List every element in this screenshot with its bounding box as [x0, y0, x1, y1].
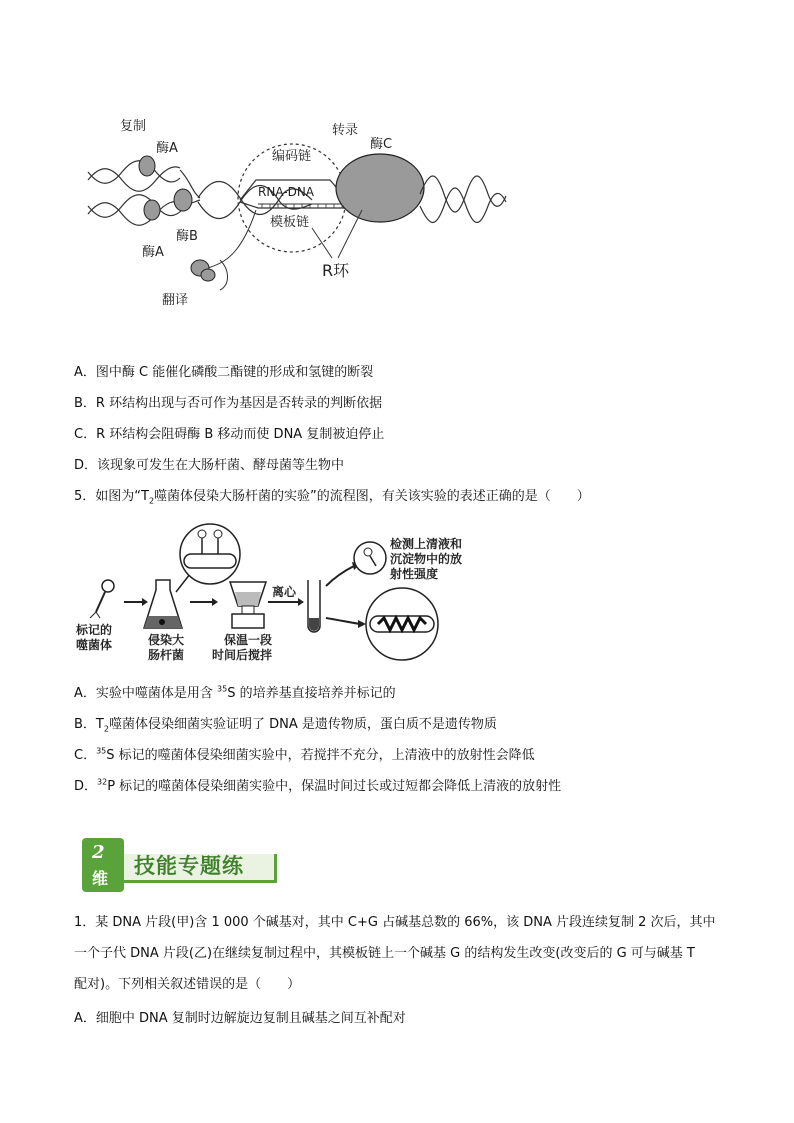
replication-diagram-svg	[80, 110, 510, 315]
q4-option-d: D．该现象可发生在大肠杆菌、酵母菌等生物中	[74, 458, 345, 473]
q5-a-prefix: A．实验中噬菌体是用含	[74, 686, 218, 701]
label-labeled-phage-1: 标记的	[76, 623, 113, 637]
section-badge	[82, 838, 124, 892]
q5-stem-prefix: 5．如图为“T	[74, 489, 149, 504]
q5-d-prefix: D．	[74, 779, 98, 794]
label-detect-1: 检测上清液和	[390, 537, 463, 551]
label-transcription: 转录	[332, 123, 359, 138]
q5-stem	[74, 488, 590, 506]
label-detect-3: 射性强度	[390, 567, 439, 581]
section-badge-number: 2	[92, 842, 105, 863]
q5-a-sup: 35	[217, 684, 228, 694]
figure-phage-experiment	[72, 520, 512, 680]
q5-option-a	[74, 685, 396, 703]
section-title: 技能专题练	[134, 854, 244, 878]
section-header	[82, 838, 282, 896]
figure-replication-transcription	[80, 110, 510, 315]
label-translation: 翻译	[162, 293, 189, 308]
q1-line-2: 一个子代 DNA 片段(乙)在继续复制过程中，其模板链上一个碱基 G 的结构发生改变(改变后的 G 可与碱基 T	[74, 946, 695, 961]
label-enzyme-b: 酶B	[176, 229, 198, 244]
q5-option-d	[74, 778, 561, 796]
q1-line-3: 配对)。下列相关叙述错误的是（ ）	[74, 977, 301, 992]
q5-a-suffix: S 的培养基直接培养并标记的	[227, 686, 396, 701]
label-centrifuge: 离心	[272, 585, 297, 599]
label-infect-2: 肠杆菌	[148, 648, 185, 662]
label-labeled-phage-2: 噬菌体	[76, 638, 113, 652]
supernatant-zoom-icon	[354, 542, 386, 574]
phage-icon	[90, 580, 114, 618]
label-enzyme-c: 酶C	[370, 137, 393, 152]
label-r-loop: R环	[322, 261, 350, 280]
q5-b-sub: 2	[103, 724, 109, 734]
q1-line-1: 1．某 DNA 片段(甲)含 1 000 个碱基对，其中 C+G 占碱基总数的 66%，该 DNA 片段连续复制 2 次后，其中	[74, 915, 716, 930]
phage-flow-svg	[72, 520, 512, 680]
q5-c-prefix: C．	[74, 748, 97, 763]
q5-option-b	[74, 716, 497, 734]
q5-b-prefix: B．T	[74, 717, 104, 732]
label-infect-1: 侵染大	[148, 633, 185, 647]
q5-c-sup: 35	[96, 746, 107, 756]
q5-b-suffix: 噬菌体侵染细菌实验证明了 DNA 是遗传物质，蛋白质不是遗传物质	[108, 717, 497, 732]
q5-stem-sub: 2	[148, 496, 155, 506]
q5-d-suffix: P 标记的噬菌体侵染细菌实验中，保温时间过长或过短都会降低上清液的放射性	[107, 779, 562, 794]
label-coding-strand: 编码链	[272, 149, 312, 164]
q5-option-c	[74, 747, 535, 765]
q5-stem-suffix: 噬菌体侵染大肠杆菌的实验”的流程图，有关该实验的表述正确的是（ ）	[154, 489, 590, 504]
label-incubate-2: 时间后搅拌	[212, 648, 273, 662]
label-replication: 复制	[120, 119, 147, 134]
label-enzyme-a-top: 酶A	[156, 141, 178, 156]
q5-c-suffix: S 标记的噬菌体侵染细菌实验中，若搅拌不充分，上清液中的放射性会降低	[106, 748, 535, 763]
q4-option-b: B．R 环结构出现与否可作为基因是否转录的判断依据	[74, 396, 383, 411]
q4-option-a: A．图中酶 C 能催化磷酸二酯键的形成和氢键的断裂	[74, 365, 374, 380]
precipitate-zoom-icon	[366, 588, 438, 660]
q5-d-sup: 32	[97, 777, 108, 787]
flask-icon	[144, 580, 182, 628]
q4-option-c: C．R 环结构会阻碍酶 B 移动而使 DNA 复制被迫停止	[74, 427, 385, 442]
label-template-strand: 模板链	[270, 215, 310, 230]
label-incubate-1: 保温一段	[224, 633, 273, 647]
label-rna-dna: RNA-DNA	[258, 185, 315, 199]
blender-icon	[230, 582, 266, 628]
section-badge-char: 维	[92, 869, 109, 888]
label-detect-2: 沉淀物中的放	[390, 552, 463, 566]
q1-option-a: A．细胞中 DNA 复制时边解旋边复制且碱基之间互补配对	[74, 1011, 406, 1026]
test-tube-icon	[308, 580, 320, 632]
label-enzyme-a-bottom: 酶A	[142, 245, 164, 260]
